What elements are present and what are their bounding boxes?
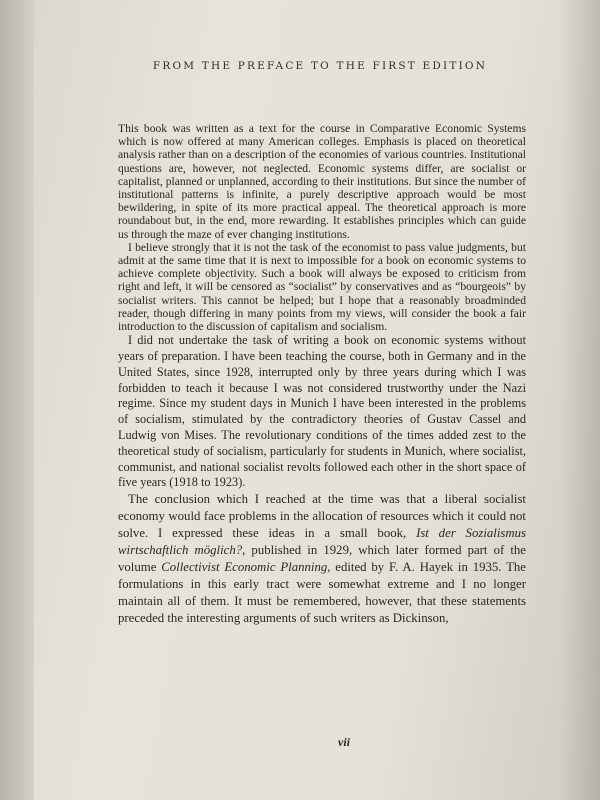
paragraph-4 [118, 491, 526, 627]
paragraph-4-part2: , published in 1929, which later formed part of the volume [118, 543, 526, 575]
page-shadow [560, 0, 600, 800]
paragraph-4-part3: , edited by F. A. Hayek in 1935. The formulations in this early tract were somewhat extreme and I no longer maintain all of them. It must be remembered, however, that these statements preceded the interesting arguments of such writers as Dickinson, [118, 560, 526, 626]
paragraph-2: I believe strongly that it is not the task of the economist to pass value judgments, but admit at the same time that it is next to impossible for a book on economic systems to achieve complete objectivity. Such a book will always be exposed to criticism from right and left, it will be censored as “socialist” by conservatives and as “bourgeois” by socialist writers. This cannot be helped; but I hope that a reasonably broadminded reader, though differing in many points from my views, will consider the book a fair introduction to the discussion of capitalism and socialism. [118, 240, 526, 334]
book-title-2: Collectivist Economic Planning [161, 560, 328, 575]
paragraph-4-part1: The conclusion which I reached at the time was that a liberal socialist economy would face problems in the allocation of resources which it could not solve. I expressed these ideas in a small book, [118, 492, 526, 541]
page-gutter [0, 0, 34, 800]
body-text [118, 122, 526, 627]
running-head: FROM THE PREFACE TO THE FIRST EDITION [152, 60, 488, 72]
page-number: vii [338, 735, 350, 749]
book-title-1: Ist der Sozialismus wirtschaftlich möglich? [118, 526, 526, 558]
paragraph-1: This book was written as a text for the course in Comparative Economic Systems which is now offered at many American colleges. Emphasis is placed on theoretical analysis rather than on a description of the economies of various countries. Institutional questions are, however, not neglected. Economic systems differ, are socialist or capitalist, planned or unplanned, according to their institutions. But since the number of institutional patterns is infinite, a purely descriptive approach would be most bewildering, in spite of its more practical appeal. The theoretical approach is more roundabout but, in the end, more rewarding. It establishes principles which can guide us through the maze of ever changing institutions. [118, 122, 526, 241]
paragraph-3: I did not undertake the task of writing a book on economic systems without years of preparation. I have been teaching the course, both in Germany and in the United States, since 1928, interrupted only by three years during which I was forbidden to teach it because I was not considered trustworthy under the Nazi regime. Since my student days in Munich I have been interested in the problems of socialism, stimulated by the contradictory theories of Gustav Cassel and Ludwig von Mises. The revolutionary conditions of the times added zest to the theoretical study of socialism, particularly for students in Munich, where socialist, communist, and national socialist revolts followed each other in the short space of five years (1918 to 1923). [118, 333, 526, 490]
